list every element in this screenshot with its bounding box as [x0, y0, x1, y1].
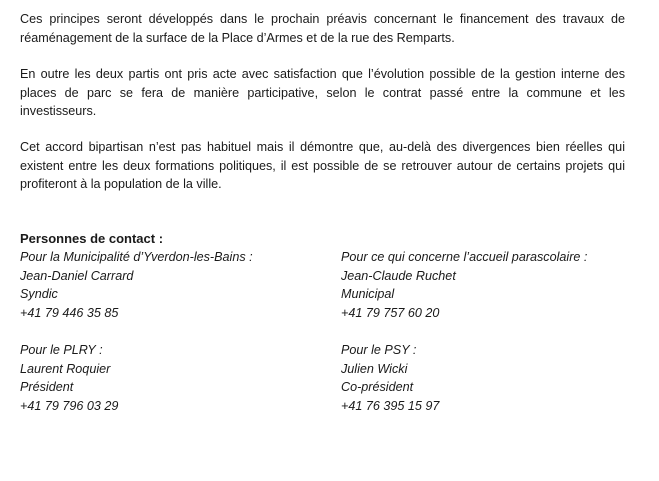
- contact-name: Julien Wicki: [341, 361, 408, 376]
- contact-name: Jean-Daniel Carrard: [20, 268, 134, 283]
- contact-role: Syndic: [20, 287, 58, 301]
- contact-block-psy: [341, 341, 439, 415]
- paragraph-financement: Ces principes seront développés dans le prochain préavis concernant le financement des travaux de réaménagement de la surface de la Place d’Armes et de la rue des Remparts.: [20, 12, 625, 45]
- contacts-title: Personnes de contact :: [20, 231, 164, 246]
- paragraph-accord-bipartisan: Cet accord bipartisan n’est pas habituel mais il démontre que, au-delà des divergences bien réelles qui existent entre les deux formations politiques, il est possible de se retrouver autour de certains projets qui profiteront à la population de la ville.: [20, 140, 625, 191]
- contact-role: Co-président: [341, 380, 414, 394]
- contact-heading: Pour le PSY :: [341, 343, 417, 357]
- contact-block-plry: [20, 341, 118, 415]
- contact-role: Municipal: [341, 287, 395, 301]
- contact-role: Président: [20, 380, 74, 394]
- contact-heading: Pour ce qui concerne l’accueil parascolaire :: [341, 250, 588, 264]
- contact-name: Jean-Claude Ruchet: [341, 268, 456, 283]
- contact-heading: Pour la Municipalité d’Yverdon-les-Bains :: [20, 250, 253, 264]
- contact-heading: Pour le PLRY :: [20, 343, 103, 357]
- contact-phone: +41 79 757 60 20: [341, 305, 440, 320]
- contact-block-parascolaire: [341, 248, 587, 322]
- contact-block-municipalite: [20, 248, 253, 322]
- contact-phone: +41 76 395 15 97: [341, 398, 440, 413]
- contact-phone: +41 79 446 35 85: [20, 305, 119, 320]
- contact-name: Laurent Roquier: [20, 361, 111, 376]
- paragraph-places-de-parc: En outre les deux partis ont pris acte avec satisfaction que l’évolution possible de la gestion interne des places de parc se fera de manière participative, selon le contrat passé entre la commune et les investisseurs.: [20, 67, 625, 118]
- contact-phone: +41 79 796 03 29: [20, 398, 119, 413]
